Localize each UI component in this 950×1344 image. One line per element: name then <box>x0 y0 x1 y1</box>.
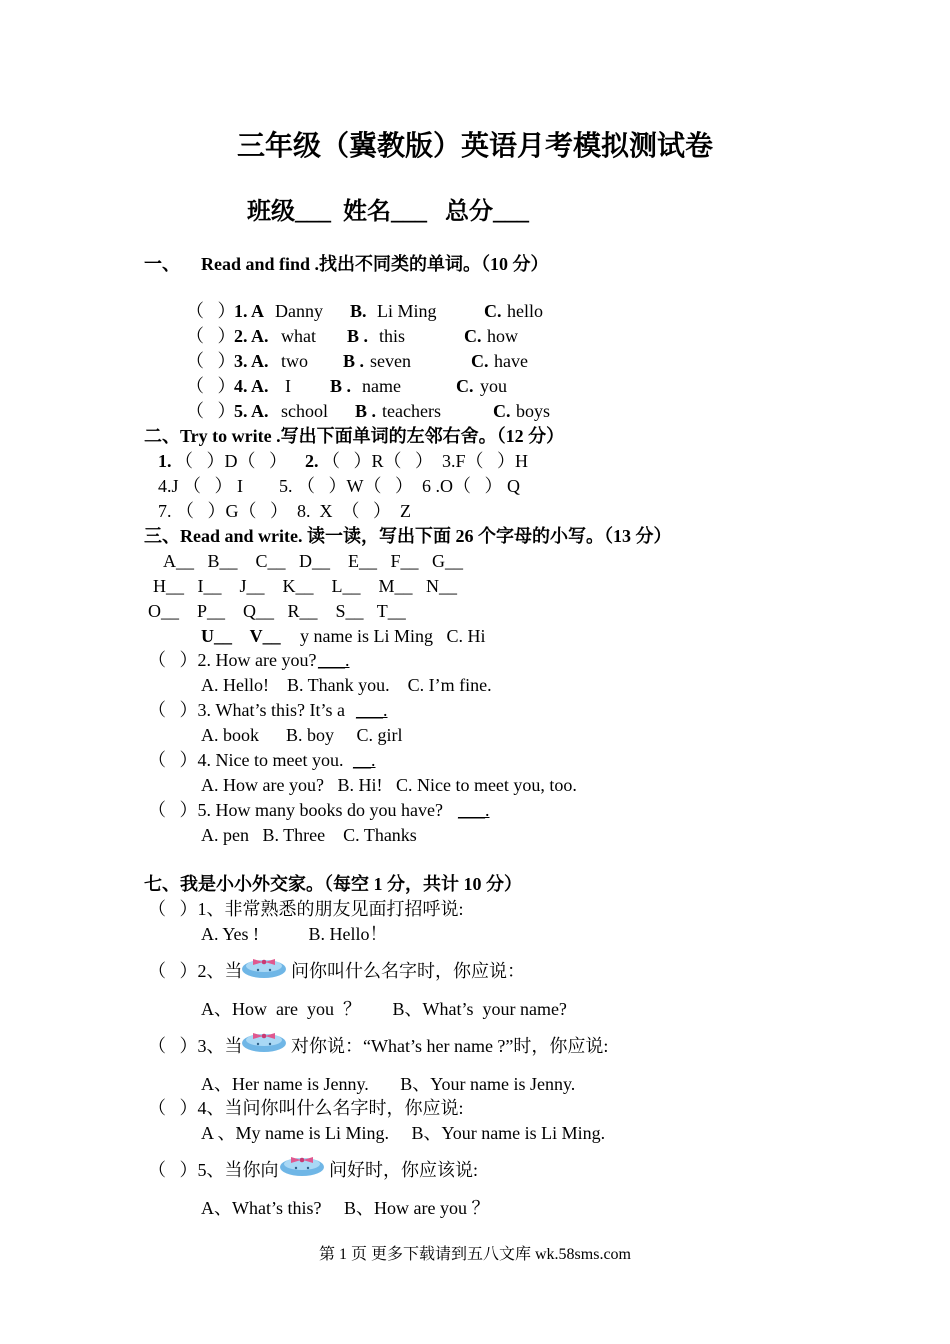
option-c-label: C. <box>471 351 489 371</box>
question-text: （ ）2、当 <box>148 961 243 981</box>
question-text: （ ）1、非常熟悉的朋友见面打招呼说: <box>148 899 464 919</box>
section7-heading: 七、我是小小外交家。（每空 1 分，共计 10 分） <box>144 874 522 894</box>
option-b-label: B . <box>343 351 365 371</box>
option-a: Danny <box>275 301 323 321</box>
option-b: Li Ming <box>377 301 437 321</box>
letter-row: O__ P__ Q__ R__ S__ T__ <box>148 601 406 621</box>
option-b: teachers <box>382 401 441 421</box>
option-c: you <box>480 376 507 396</box>
section3-heading: 三、Read and write. 读一读，写出下面 26 个字母的小写。（13 分） <box>144 526 672 546</box>
answer-paren: （ ） <box>186 301 236 321</box>
letter-row: U__ V__ <box>201 626 281 646</box>
option-c-label: C. <box>484 301 502 321</box>
option-b: seven <box>370 351 411 371</box>
question-options: A 、My name is Li Ming. B、Your name is Li Ming. <box>201 1123 606 1143</box>
option-c: hello <box>507 301 543 321</box>
overlapped-text: y name is Li Ming C. Hi <box>300 626 486 646</box>
option-a: what <box>281 326 316 346</box>
letter-row: H__ I__ J__ K__ L__ M__ N__ <box>153 576 457 596</box>
answer-paren: （ ） <box>186 376 236 396</box>
option-c-label: C. <box>456 376 474 396</box>
question-text: （ ）4、当问你叫什么名字时，你应说: <box>148 1098 464 1118</box>
option-b-label: B . <box>355 401 377 421</box>
character-icon <box>241 1026 287 1052</box>
neighbor-letters-row: 7. （ ）G（ ） 8. X （ ） Z <box>158 501 411 521</box>
answer-paren: （ ） <box>186 326 236 346</box>
question-options: A、How are you ？ B、What’s your name? <box>201 999 567 1019</box>
question-number: 1. <box>158 451 172 471</box>
page-footer: 第 1 页 更多下载请到五八文库 wk.58sms.com <box>318 1246 631 1263</box>
question-number: 2. <box>305 451 319 471</box>
question-text: （ ）3、当 <box>148 1036 243 1056</box>
question-options: A、Her name is Jenny. B、Your name is Jenny. <box>201 1074 576 1094</box>
student-info-line: 班级___ 姓名___ 总分___ <box>247 199 529 225</box>
option-a: I <box>285 376 291 396</box>
question-options: A. Yes ! B. Hello！ <box>201 924 388 944</box>
neighbor-letters: （ ）R（ ） 3.F（ ）H <box>322 451 529 471</box>
question-text: 问好时，你应该说: <box>329 1160 479 1180</box>
question-text: （ ）2. How are you? <box>148 650 317 670</box>
question-number: 1. A <box>234 301 265 321</box>
letter-row: A__ B__ C__ D__ E__ F__ G__ <box>163 551 464 571</box>
option-c-label: C. <box>493 401 511 421</box>
question-number: 5. A. <box>234 401 269 421</box>
question-text: 问你叫什么名字时，你应说： <box>291 961 525 981</box>
question-options: A. book B. boy C. girl <box>201 725 403 745</box>
question-text: （ ）5、当你向 <box>148 1160 279 1180</box>
question-text: （ ）4. Nice to meet you. <box>148 750 348 770</box>
option-c-label: C. <box>464 326 482 346</box>
question-text: 对你说：“What’s her name ?”时，你应说: <box>291 1036 609 1056</box>
section1-heading: Read and find .找出不同类的单词。（10 分） <box>201 254 549 274</box>
answer-blank: ___. <box>318 650 350 670</box>
answer-blank: __. <box>353 750 376 770</box>
option-b-label: B . <box>330 376 352 396</box>
option-c: boys <box>516 401 551 421</box>
option-b: name <box>362 376 401 396</box>
option-b-label: B . <box>347 326 369 346</box>
option-b-label: B. <box>350 301 367 321</box>
question-options: A、What’s this? B、How are you ？ <box>201 1198 490 1218</box>
answer-paren: （ ） <box>186 401 236 421</box>
option-c: have <box>494 351 528 371</box>
option-c: how <box>487 326 518 346</box>
option-a: two <box>281 351 308 371</box>
answer-blank: ___. <box>458 800 490 820</box>
section2-heading: 二、Try to write .写出下面单词的左邻右舍。（12 分） <box>144 426 565 446</box>
character-icon <box>241 952 287 978</box>
question-number: 4. A. <box>234 376 269 396</box>
neighbor-letters: （ ）D（ ） <box>175 451 287 471</box>
section1-number: 一、 <box>144 254 180 274</box>
answer-blank: ___. <box>356 700 388 720</box>
answer-paren: （ ） <box>186 351 236 371</box>
question-number: 3. A. <box>234 351 269 371</box>
question-number: 2. A. <box>234 326 269 346</box>
character-icon <box>279 1150 325 1176</box>
question-text: （ ）3. What’s this? It’s a <box>148 700 350 720</box>
option-b: this <box>379 326 406 346</box>
option-a: school <box>281 401 328 421</box>
question-options: A. Hello! B. Thank you. C. I’m fine. <box>201 675 492 695</box>
question-options: A. pen B. Three C. Thanks <box>201 825 417 845</box>
neighbor-letters-row: 4.J （ ） I 5. （ ）W（ ） 6 .O（ ） Q <box>158 476 520 496</box>
page-title: 三年级（冀教版）英语月考模拟测试卷 <box>236 131 713 162</box>
question-options: A. How are you? B. Hi! C. Nice to meet you, too. <box>201 775 577 795</box>
question-text: （ ）5. How many books do you have? <box>148 800 448 820</box>
